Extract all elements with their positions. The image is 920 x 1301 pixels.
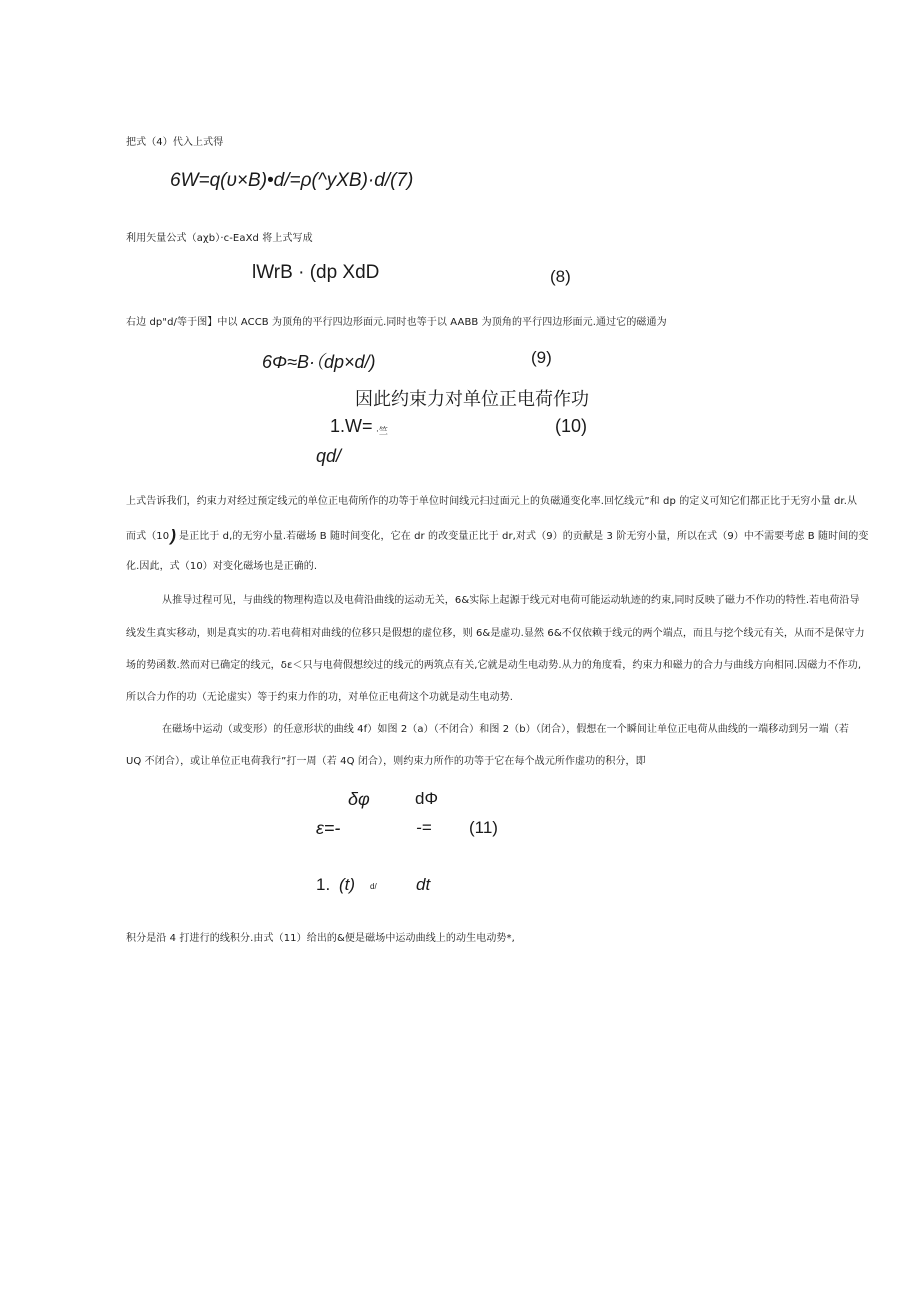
equation-11-denominator: d/	[370, 882, 377, 891]
equation-number: (8)	[550, 267, 571, 286]
paragraph-line: 线发生真实移动，则是真实的功.若电荷相对曲线的位移只是假想的虚位移，则 6&是虚功.显然 6&不仅依赖于线元的两个端点，而且与挖个线元有关，从而不是保守力	[126, 628, 865, 639]
paragraph-text: 而式（10	[126, 531, 170, 542]
paragraph-line: 利用矢量公式（aχb）·c-EaXd 将上式写成	[126, 233, 313, 244]
equation-number: (11)	[469, 818, 498, 837]
equation-11-denominator: (t)	[339, 875, 356, 894]
equation-10: 1.W=	[330, 416, 373, 436]
equation-11-numerator: dΦ	[415, 789, 439, 808]
section-sentence: 因此约束力对单位正电荷作功	[355, 389, 589, 410]
paragraph-line: UQ 不闭合），或让单位正电荷我行”打一周（若 4Q 闭合），则约束力所作的功等于它在每个战元所作虚功的积分，即	[126, 756, 646, 767]
equation-11: ε=-	[316, 818, 341, 838]
paragraph-line: 在磁场中运动（或变形）的任意形状的曲线 4f）如图 2（a）（不闭合）和图 2（b）（闭合），假想在一个瞬间让单位正电荷从曲线的一端移动到另一端（若	[162, 724, 850, 735]
paragraph-text: 是正比于 d,的无穷小量.若磁场 B 随时间变化，它在 dr 的改变量正比于 dr,对式（9）的贡献是 3 阶无穷小量，所以在式（9）中不需要考虑 B 随时间的变	[179, 531, 869, 542]
equation-fragment: ·竺	[376, 427, 388, 437]
equation-11: -=	[416, 818, 432, 837]
paragraph-line: 场的势函数.然而对已确定的线元，δε＜只与电荷假想绞过的线元的两筑点有关,它就是动生电动势.从力的角度看，约束力和磁力的合力与曲线方向相同.因磁力不作功,	[126, 660, 862, 671]
paragraph-line: 化.因此，式（10）对变化磁场也是正确的.	[126, 561, 318, 572]
equation-number: (9)	[531, 348, 552, 367]
paragraph-line: 所以合力作的功（无论虚实）等于约束力作的功，对单位正电荷这个功就是动生电动势.	[126, 692, 514, 703]
equation-7: 6W=q(υ×B)•d/=ρ(^yXB)·d/(7)	[170, 170, 414, 191]
equation-number: (10)	[555, 416, 588, 436]
equation-8: lWrB · (dp XdD	[252, 262, 380, 283]
paragraph-line: 右边 dp"d/等于图】中以 ACCB 为顶角的平行四边形面元.同时也等于以 AABB 为顶角的平行四边形面元.通过它的磁通为	[126, 317, 667, 328]
paragraph-line: 把式（4）代入上式得	[126, 137, 224, 148]
paragraph-line: 从推导过程可见，与曲线的物理构造以及电荷沿曲线的运动无关，6&实际上起源于线元对电荷可能运动轨迹的约束,同时反映了磁力不作功的特性.若电荷沿导	[162, 595, 860, 606]
equation-denominator: qd/	[316, 446, 342, 466]
equation-11-denominator: dt	[416, 875, 431, 894]
paragraph-line: 上式告诉我们，约束力对经过预定线元的单位正电荷所作的功等于单位时间线元扫过面元上的负磁通变化率.回忆线元”和 dp 的定义可知它们都正比于无穷小量 dr.从	[126, 496, 858, 507]
equation-11-denominator: 1.	[316, 875, 331, 894]
equation-9: 6Φ≈B·（dp×d/)	[262, 352, 376, 372]
paragraph-line	[126, 524, 869, 544]
equation-11-numerator: δφ	[348, 789, 370, 809]
paragraph-line: 积分是沿 4 打进行的线积分.由式（11）给出的&便是磁场中运动曲线上的动生电动势*,	[126, 933, 515, 944]
paren-glyph: )	[170, 526, 176, 545]
